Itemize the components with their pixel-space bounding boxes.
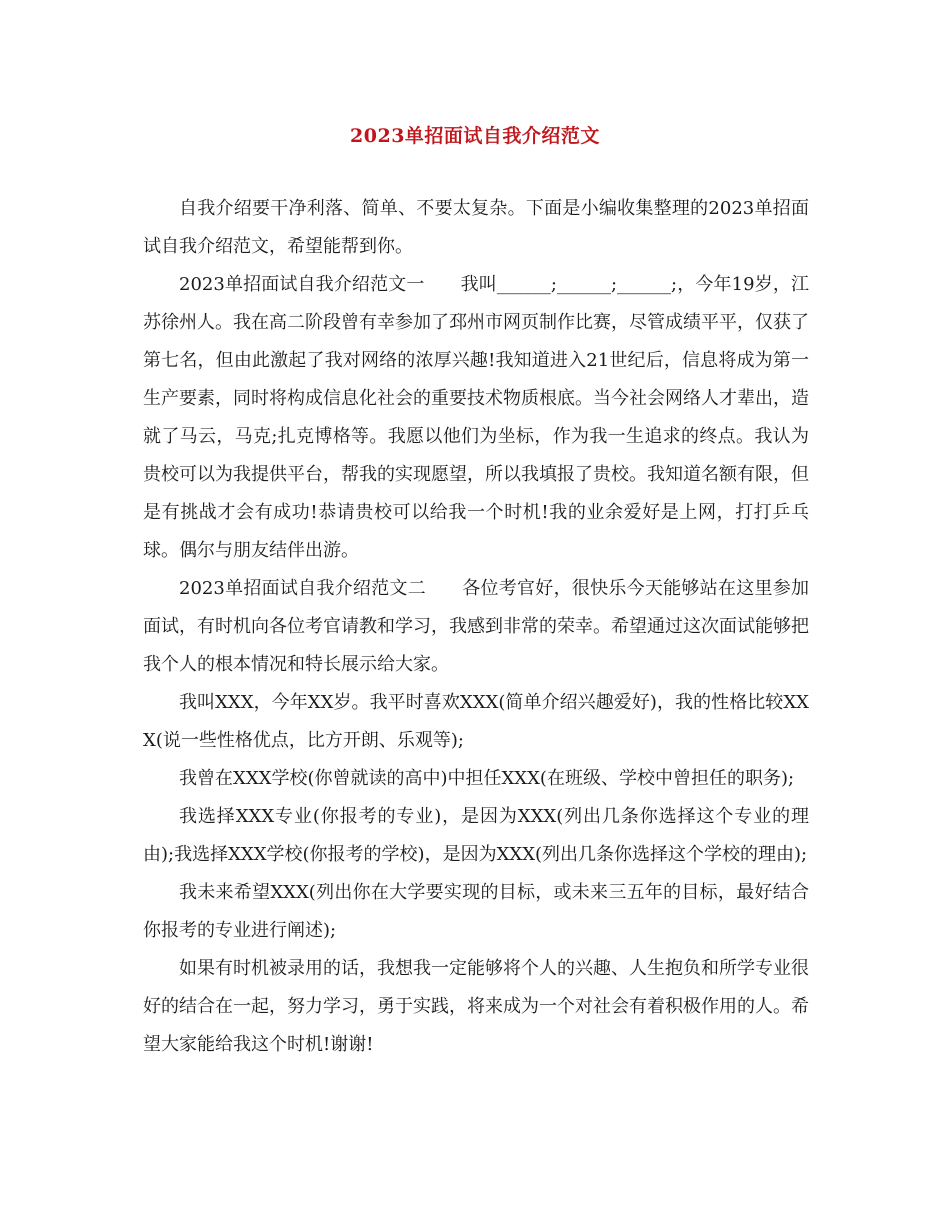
document-body [143,190,809,1064]
section2-heading: 2023单招面试自我介绍范文二 [179,578,426,599]
section1-heading: 2023单招面试自我介绍范文一 [179,274,425,295]
body-paragraph-future: 我未来希望XXX(列出你在大学要实现的目标，或未来三五年的目标，最好结合你报考的专业进行阐述); [143,882,809,941]
body-paragraph-closing: 如果有时机被录用的话，我想我一定能够将个人的兴趣、人生抱负和所学专业很好的结合在一起，努力学习，勇于实践，将来成为一个对社会有着积极作用的人。希望大家能给我这个时机!谢谢! [143,958,809,1055]
section2-paragraph [143,570,809,684]
body-paragraph-name-age: 我叫XXX，今年XX岁。我平时喜欢XXX(简单介绍兴趣爱好)，我的性格比较XXX(说一些性格优点，比方开朗、乐观等); [143,692,809,751]
section2-text: 各位考官好，很快乐今天能够站在这里参加面试，有时机向各位考官请教和学习，我感到非常的荣幸。希望通过这次面试能够把我个人的根本情况和特长展示给大家。 [143,578,810,675]
intro-paragraph: 自我介绍要干净利落、简单、不要太复杂。下面是小编收集整理的2023单招面试自我介绍范文，希望能帮到你。 [143,198,809,257]
body-paragraph-major-school: 我选择XXX专业(你报考的专业)，是因为XXX(列出几条你选择这个专业的理由);我选择XXX学校(你报考的学校)，是因为XXX(列出几条你选择这个学校的理由); [143,806,809,865]
section1-text: 我叫______;______;______;，今年19岁，江苏徐州人。我在高二阶段曾有幸参加了邳州市网页制作比赛，尽管成绩平平，仅获了第七名，但由此激起了我对网络的浓厚兴趣!我知道进入21世纪后，信息将成为第一生产要素，同时将构成信息化社会的重要技术物质根底。当今社会网络人才辈出，造就了马云，马克;扎克博格等。我愿以他们为坐标，作为我一生追求的终点。我认为贵校可以为我提供平台，帮我的实现愿望，所以我填报了贵校。我知道名额有限，但是有挑战才会有成功!恭请贵校可以给我一个时机!我的业余爱好是上网，打打乒乓球。偶尔与朋友结伴出游。 [143,274,809,561]
document-title: 2023单招面试自我介绍范文 [350,125,600,147]
section1-paragraph [143,266,809,570]
body-paragraph-school-role: 我曾在XXX学校(你曾就读的高中)中担任XXX(在班级、学校中曾担任的职务); [179,768,795,789]
